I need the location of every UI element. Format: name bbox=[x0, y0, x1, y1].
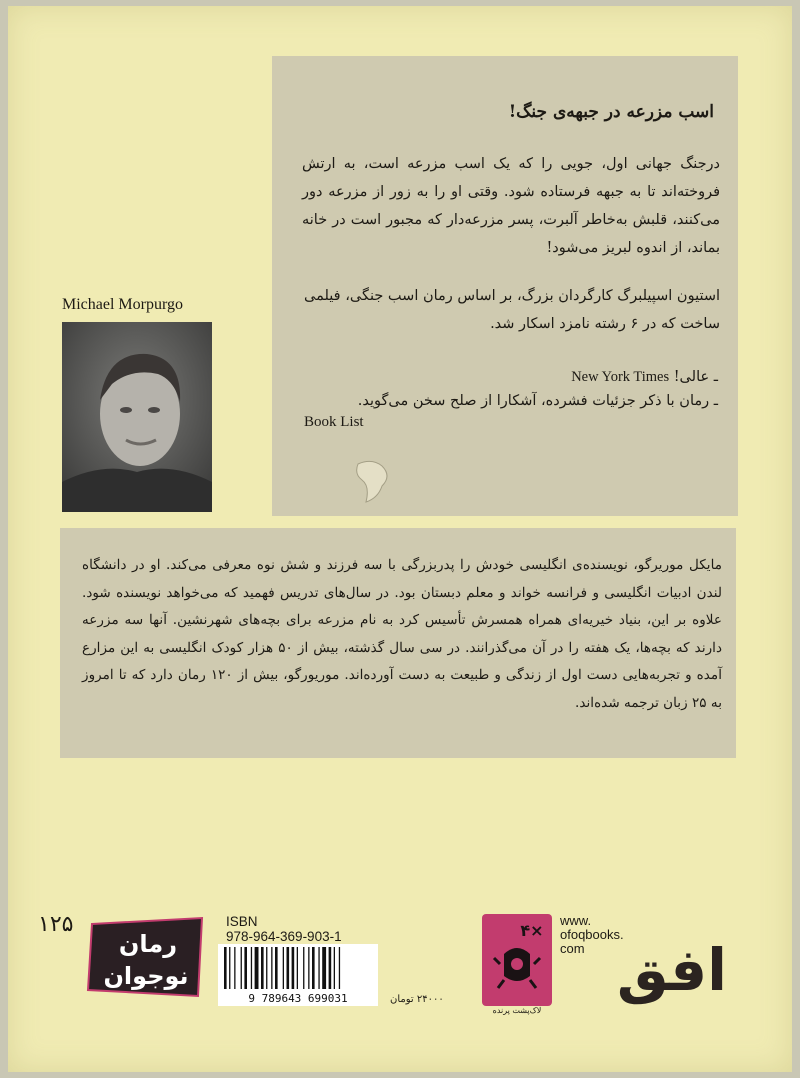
publisher-name: افق bbox=[616, 936, 726, 1004]
page-number: ۱۲۵ bbox=[38, 912, 74, 937]
isbn-label: ISBN bbox=[226, 914, 258, 929]
imprint-caption: لاک‌پشت پرنده bbox=[492, 1006, 542, 1015]
series-line-2: نوجوان bbox=[103, 962, 189, 990]
website-line-3: com bbox=[560, 941, 585, 956]
isbn-number: 978-964-369-903-1 bbox=[226, 929, 342, 944]
barcode-digits: 9 789643 699031 bbox=[248, 992, 348, 1005]
quote-new-york-times bbox=[298, 366, 718, 388]
author-name: Michael Morpurgo bbox=[62, 296, 184, 313]
imprint-badge bbox=[482, 914, 552, 1006]
barcode bbox=[218, 944, 378, 1006]
quote-text: ـ عالی! bbox=[673, 369, 718, 385]
isbn bbox=[226, 914, 342, 944]
author-bio: مایکل موریرگو، نویسنده‌ی انگلیسی خودش را پدربزرگی با سه فرزند و شش نوه معرفی می‌کند. او در دانشگاه لندن ادبیات انگلیسی و فرانسه خواند و معلم دبستان بود. در سال‌های تدریس فهمید که می‌خواهد نویسنده شود. علاوه بر این، بنیاد خیریه‌ای همراه همسرش تأسیس کرد به نام مزرعه برای بچه‌های شهرنشین. آنها سه مزرعه دارند که بچه‌ها، یک هفته را در آن می‌گذرانند. در سی سال گذشته، بیش از ۵۰ هزار کودک انگلیسی به این مزارع آمده و تجربه‌هایی دست اول از زندگی و طبیعت به دست آورده‌اند. موریورگو، بیش از ۱۲۰ رمان دارد که تا امروز به ۲۵ زبان ترجمه شده‌اند. bbox=[82, 557, 722, 711]
cover-wear-mark bbox=[352, 456, 396, 506]
quote-source-book-list: Book List bbox=[304, 414, 364, 430]
series-line-1: رمان bbox=[118, 930, 178, 958]
quote-book-list: ـ رمان با ذکر جزئیات فشرده، آشکارا از صلح سخن می‌گوید. bbox=[357, 393, 718, 409]
series-logo bbox=[86, 916, 208, 1000]
quote-source: New York Times bbox=[571, 369, 670, 385]
film-note: استیون اسپیلبرگ کارگردان بزرگ، بر اساس رمان اسب جنگی، فیلمی ساخت که در ۶ رشته نامزد اسکار شد. bbox=[304, 288, 720, 332]
website-line-2: ofoqbooks. bbox=[560, 927, 624, 942]
website-line-1: www. bbox=[560, 913, 592, 928]
badge-mark: ۴× bbox=[520, 921, 544, 940]
publisher-website bbox=[560, 914, 624, 956]
price: ۲۴۰۰۰ تومان bbox=[390, 994, 444, 1005]
publisher-logo bbox=[616, 918, 726, 1010]
headline: اسب مزرعه در جبهه‌ی جنگ! bbox=[508, 102, 714, 122]
author-photo bbox=[62, 322, 212, 512]
synopsis-paragraph: درجنگ جهانی اول، جویی را که یک اسب مزرعه است، به ارتش فروخته‌اند تا به جبهه فرستاده شود. وقتی او را به زور از مزرعه دور می‌کنند، قلبش به‌خاطر آلبرت، پسر مزرعه‌دار که مجبور است در خانه بماند، از اندوه لبریز می‌شود! bbox=[302, 156, 720, 256]
